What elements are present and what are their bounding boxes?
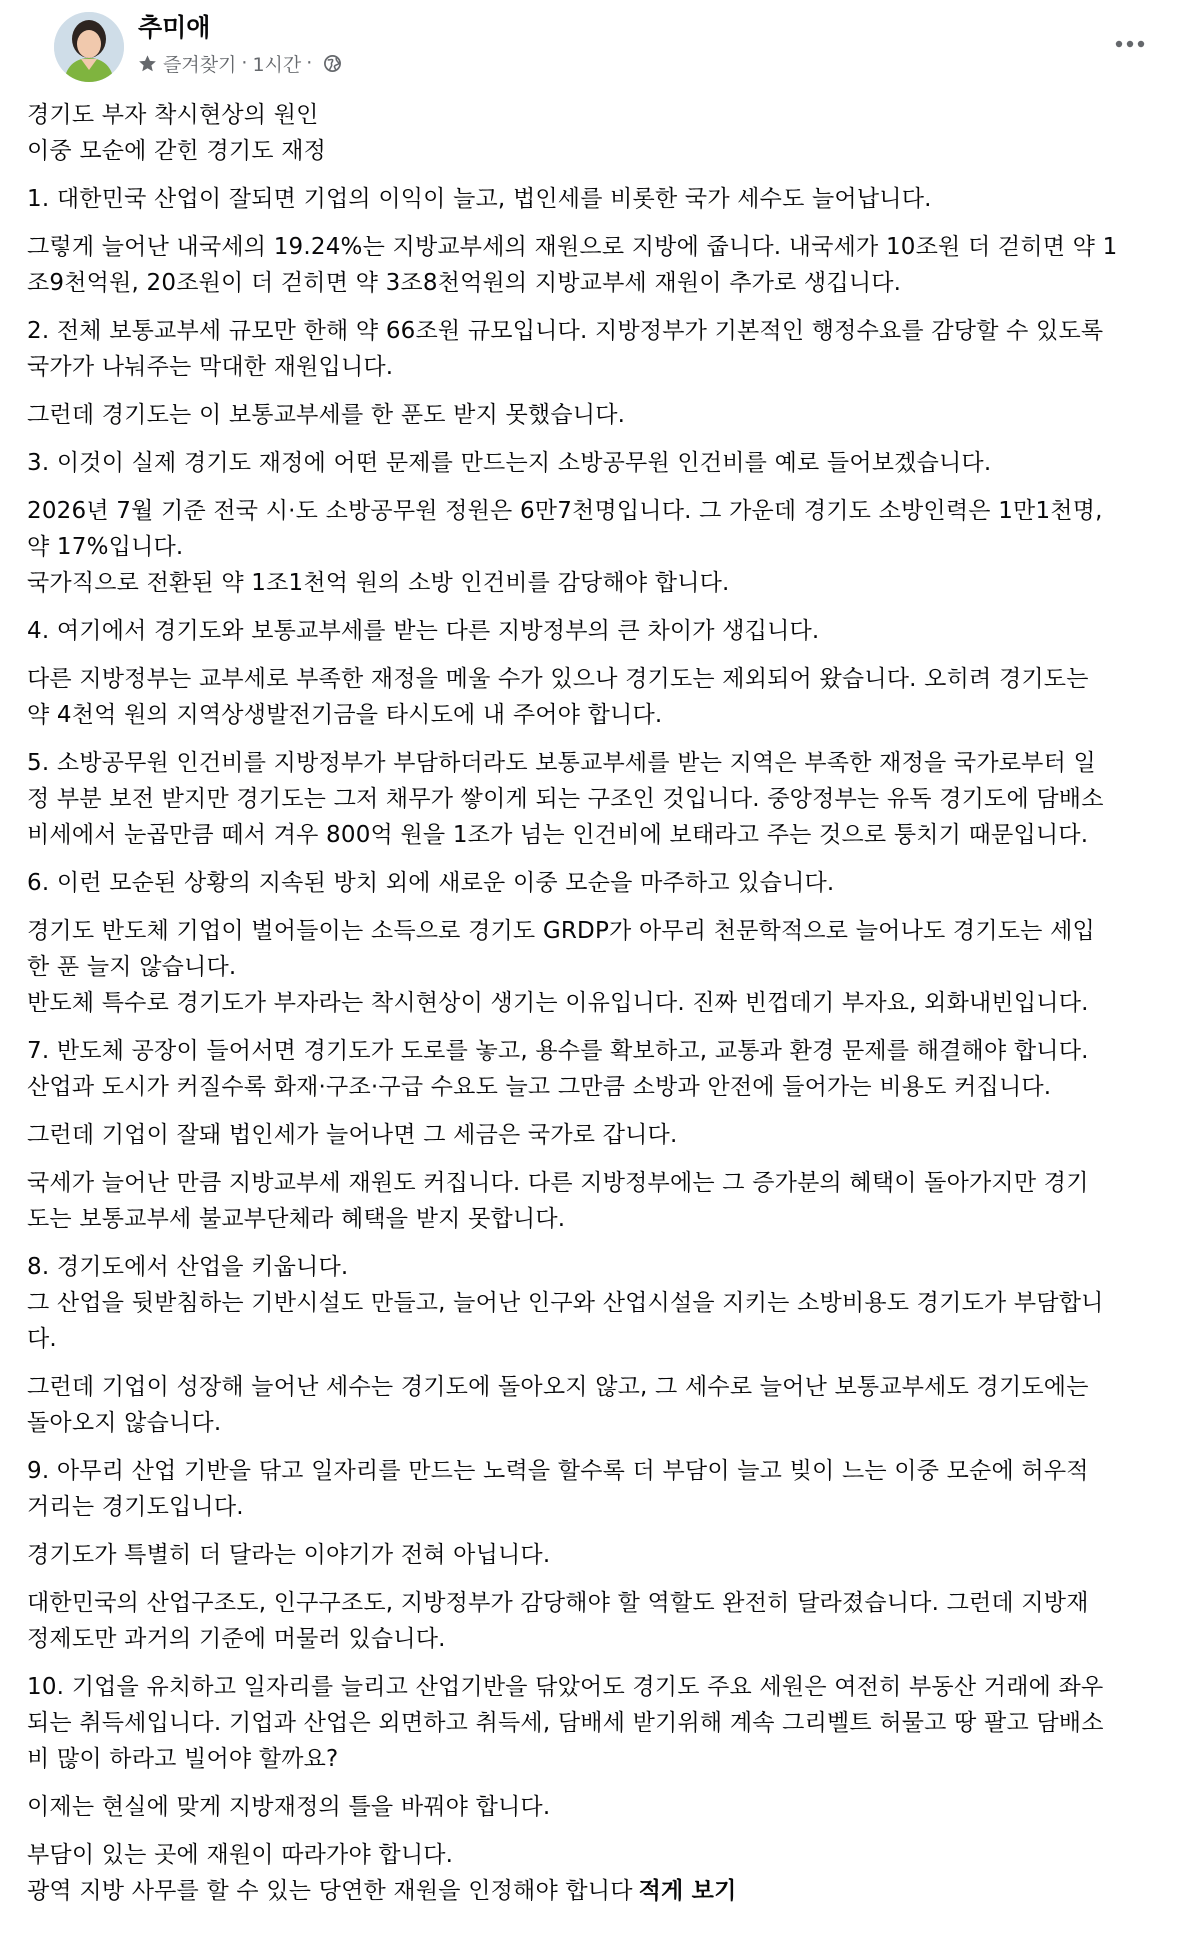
post-header bbox=[27, 0, 1174, 88]
post-paragraph: 3. 이것이 실제 경기도 재정에 어떤 문제를 만드는지 소방공무원 인건비를 예로 들어보겠습니다. bbox=[27, 450, 992, 476]
post-paragraph: 5. 소방공무원 인건비를 지방정부가 부담하더라도 보통교부세를 받는 지역은 부족한 재정을 국가로부터 일 정 부분 보전 받지만 경기도는 그저 채무가 쌓이게 되는 구조인 것입니다. 중앙정부는 유독 경기도에 담배소 비세에서 눈곱만큼 떼서 겨우 800억 원을 1조가 넘는 인건비에 보태라고 주는 것으로 퉁치기 때문입니다. bbox=[27, 750, 1104, 848]
post-paragraph: 1. 대한민국 산업이 잘되면 기업의 이익이 늘고, 법인세를 비롯한 국가 세수도 늘어납니다. bbox=[27, 186, 932, 212]
post-paragraph: 10. 기업을 유치하고 일자리를 늘리고 산업기반을 닦았어도 경기도 주요 세원은 여전히 부동산 거래에 좌우 되는 취득세입니다. 기업과 산업은 외면하고 취득세, 담배세 받기위해 계속 그리벨트 허물고 땅 팔고 담배소 비 많이 하라고 빌어야 할까요? bbox=[27, 1674, 1104, 1772]
post-paragraph: 2026년 7월 기준 전국 시·도 소방공무원 정원은 6만7천명입니다. 그 가운데 경기도 소방인력은 1만1천명, 약 17%입니다. 국가직으로 전환된 약 1조1천억 원의 소방 인건비를 감당해야 합니다. bbox=[27, 498, 1103, 596]
post-paragraph: 그런데 경기도는 이 보통교부세를 한 푼도 받지 못했습니다. bbox=[27, 402, 626, 428]
post-paragraph: 4. 여기에서 경기도와 보통교부세를 받는 다른 지방정부의 큰 차이가 생깁니다. bbox=[27, 618, 820, 644]
post-paragraph: 그런데 기업이 성장해 늘어난 세수는 경기도에 돌아오지 않고, 그 세수로 늘어난 보통교부세도 경기도에는 돌아오지 않습니다. bbox=[27, 1374, 1089, 1436]
post-paragraph: 8. 경기도에서 산업을 키웁니다. 그 산업을 뒷받침하는 기반시설도 만들고, 늘어난 인구와 산업시설을 지키는 소방비용도 경기도가 부담합니 다. bbox=[27, 1254, 1104, 1352]
meta-separator: · bbox=[241, 52, 248, 74]
post-paragraph: 국세가 늘어난 만큼 지방교부세 재원도 커집니다. 다른 지방정부에는 그 증가분의 혜택이 돌아가지만 경기 도는 보통교부세 불교부단체라 혜택을 받지 못합니다. bbox=[27, 1170, 1089, 1232]
see-less-button[interactable]: 적게 보기 bbox=[638, 1878, 737, 1904]
post-paragraph: 이제는 현실에 맞게 지방재정의 틀을 바꿔야 합니다. bbox=[27, 1794, 551, 1820]
favorites-label[interactable]: 즐겨찾기 bbox=[163, 53, 237, 76]
star-icon bbox=[138, 54, 157, 73]
avatar-photo bbox=[54, 12, 124, 82]
post-paragraph: 9. 아무리 산업 기반을 닦고 일자리를 만드는 노력을 할수록 더 부담이 늘고 빚이 느는 이중 모순에 허우적 거리는 경기도입니다. bbox=[27, 1458, 1089, 1520]
author-name[interactable]: 추미애 bbox=[138, 13, 211, 42]
avatar[interactable] bbox=[54, 12, 124, 82]
post-paragraph: 다른 지방정부는 교부세로 부족한 재정을 메울 수가 있으나 경기도는 제외되어 왔습니다. 오히려 경기도는 약 4천억 원의 지역상생발전기금을 타시도에 내 주어야 합니다. bbox=[27, 666, 1089, 728]
post-paragraph: 그런데 기업이 잘돼 법인세가 늘어나면 그 세금은 국가로 갑니다. bbox=[27, 1122, 678, 1148]
post-paragraph: 그렇게 늘어난 내국세의 19.24%는 지방교부세의 재원으로 지방에 줍니다. 내국세가 10조원 더 걷히면 약 1 조9천억원, 20조원이 더 걷히면 약 3조8천억원의 지방교부세 재원이 추가로 생깁니다. bbox=[27, 234, 1118, 296]
post-paragraph: 6. 이런 모순된 상황의 지속된 방치 외에 새로운 이중 모순을 마주하고 있습니다. bbox=[27, 870, 835, 896]
post-body bbox=[27, 97, 1197, 1921]
post-paragraph: 2. 전체 보통교부세 규모만 한해 약 66조원 규모입니다. 지방정부가 기본적인 행정수요를 감당할 수 있도록 국가가 나눠주는 막대한 재원입니다. bbox=[27, 318, 1104, 380]
post-paragraph: 대한민국의 산업구조도, 인구구조도, 지방정부가 감당해야 할 역할도 완전히 달라졌습니다. 그런데 지방재 정제도만 과거의 기준에 머물러 있습니다. bbox=[27, 1590, 1089, 1652]
post-paragraph: 7. 반도체 공장이 들어서면 경기도가 도로를 놓고, 용수를 확보하고, 교통과 환경 문제를 해결해야 합니다. 산업과 도시가 커질수록 화재·구조·구급 수요도 늘고 그만큼 소방과 안전에 들어가는 비용도 커집니다. bbox=[27, 1038, 1089, 1100]
globe-icon[interactable] bbox=[323, 54, 342, 73]
more-options-icon[interactable] bbox=[1108, 24, 1152, 64]
post-meta bbox=[138, 50, 342, 76]
post-paragraph-last-text: 부담이 있는 곳에 재원이 따라가야 합니다. 광역 지방 사무를 할 수 있는 당연한 재원을 인정해야 합니다 bbox=[27, 1842, 633, 1904]
post-paragraph: 경기도가 특별히 더 달라는 이야기가 전혀 아닙니다. bbox=[27, 1542, 551, 1568]
post-paragraph: 경기도 부자 착시현상의 원인 이중 모순에 갇힌 경기도 재정 bbox=[27, 102, 327, 164]
meta-separator: · bbox=[306, 52, 313, 74]
post-paragraph: 경기도 반도체 기업이 벌어들이는 소득으로 경기도 GRDP가 아무리 천문학적으로 늘어나도 경기도는 세입 한 푼 늘지 않습니다. 반도체 특수로 경기도가 부자라는 착시현상이 생기는 이유입니다. 진짜 빈껍데기 부자요, 외화내빈입니다. bbox=[27, 918, 1095, 1016]
post-paragraph-last bbox=[27, 1837, 1197, 1909]
post-time[interactable]: 1시간 bbox=[252, 53, 302, 76]
